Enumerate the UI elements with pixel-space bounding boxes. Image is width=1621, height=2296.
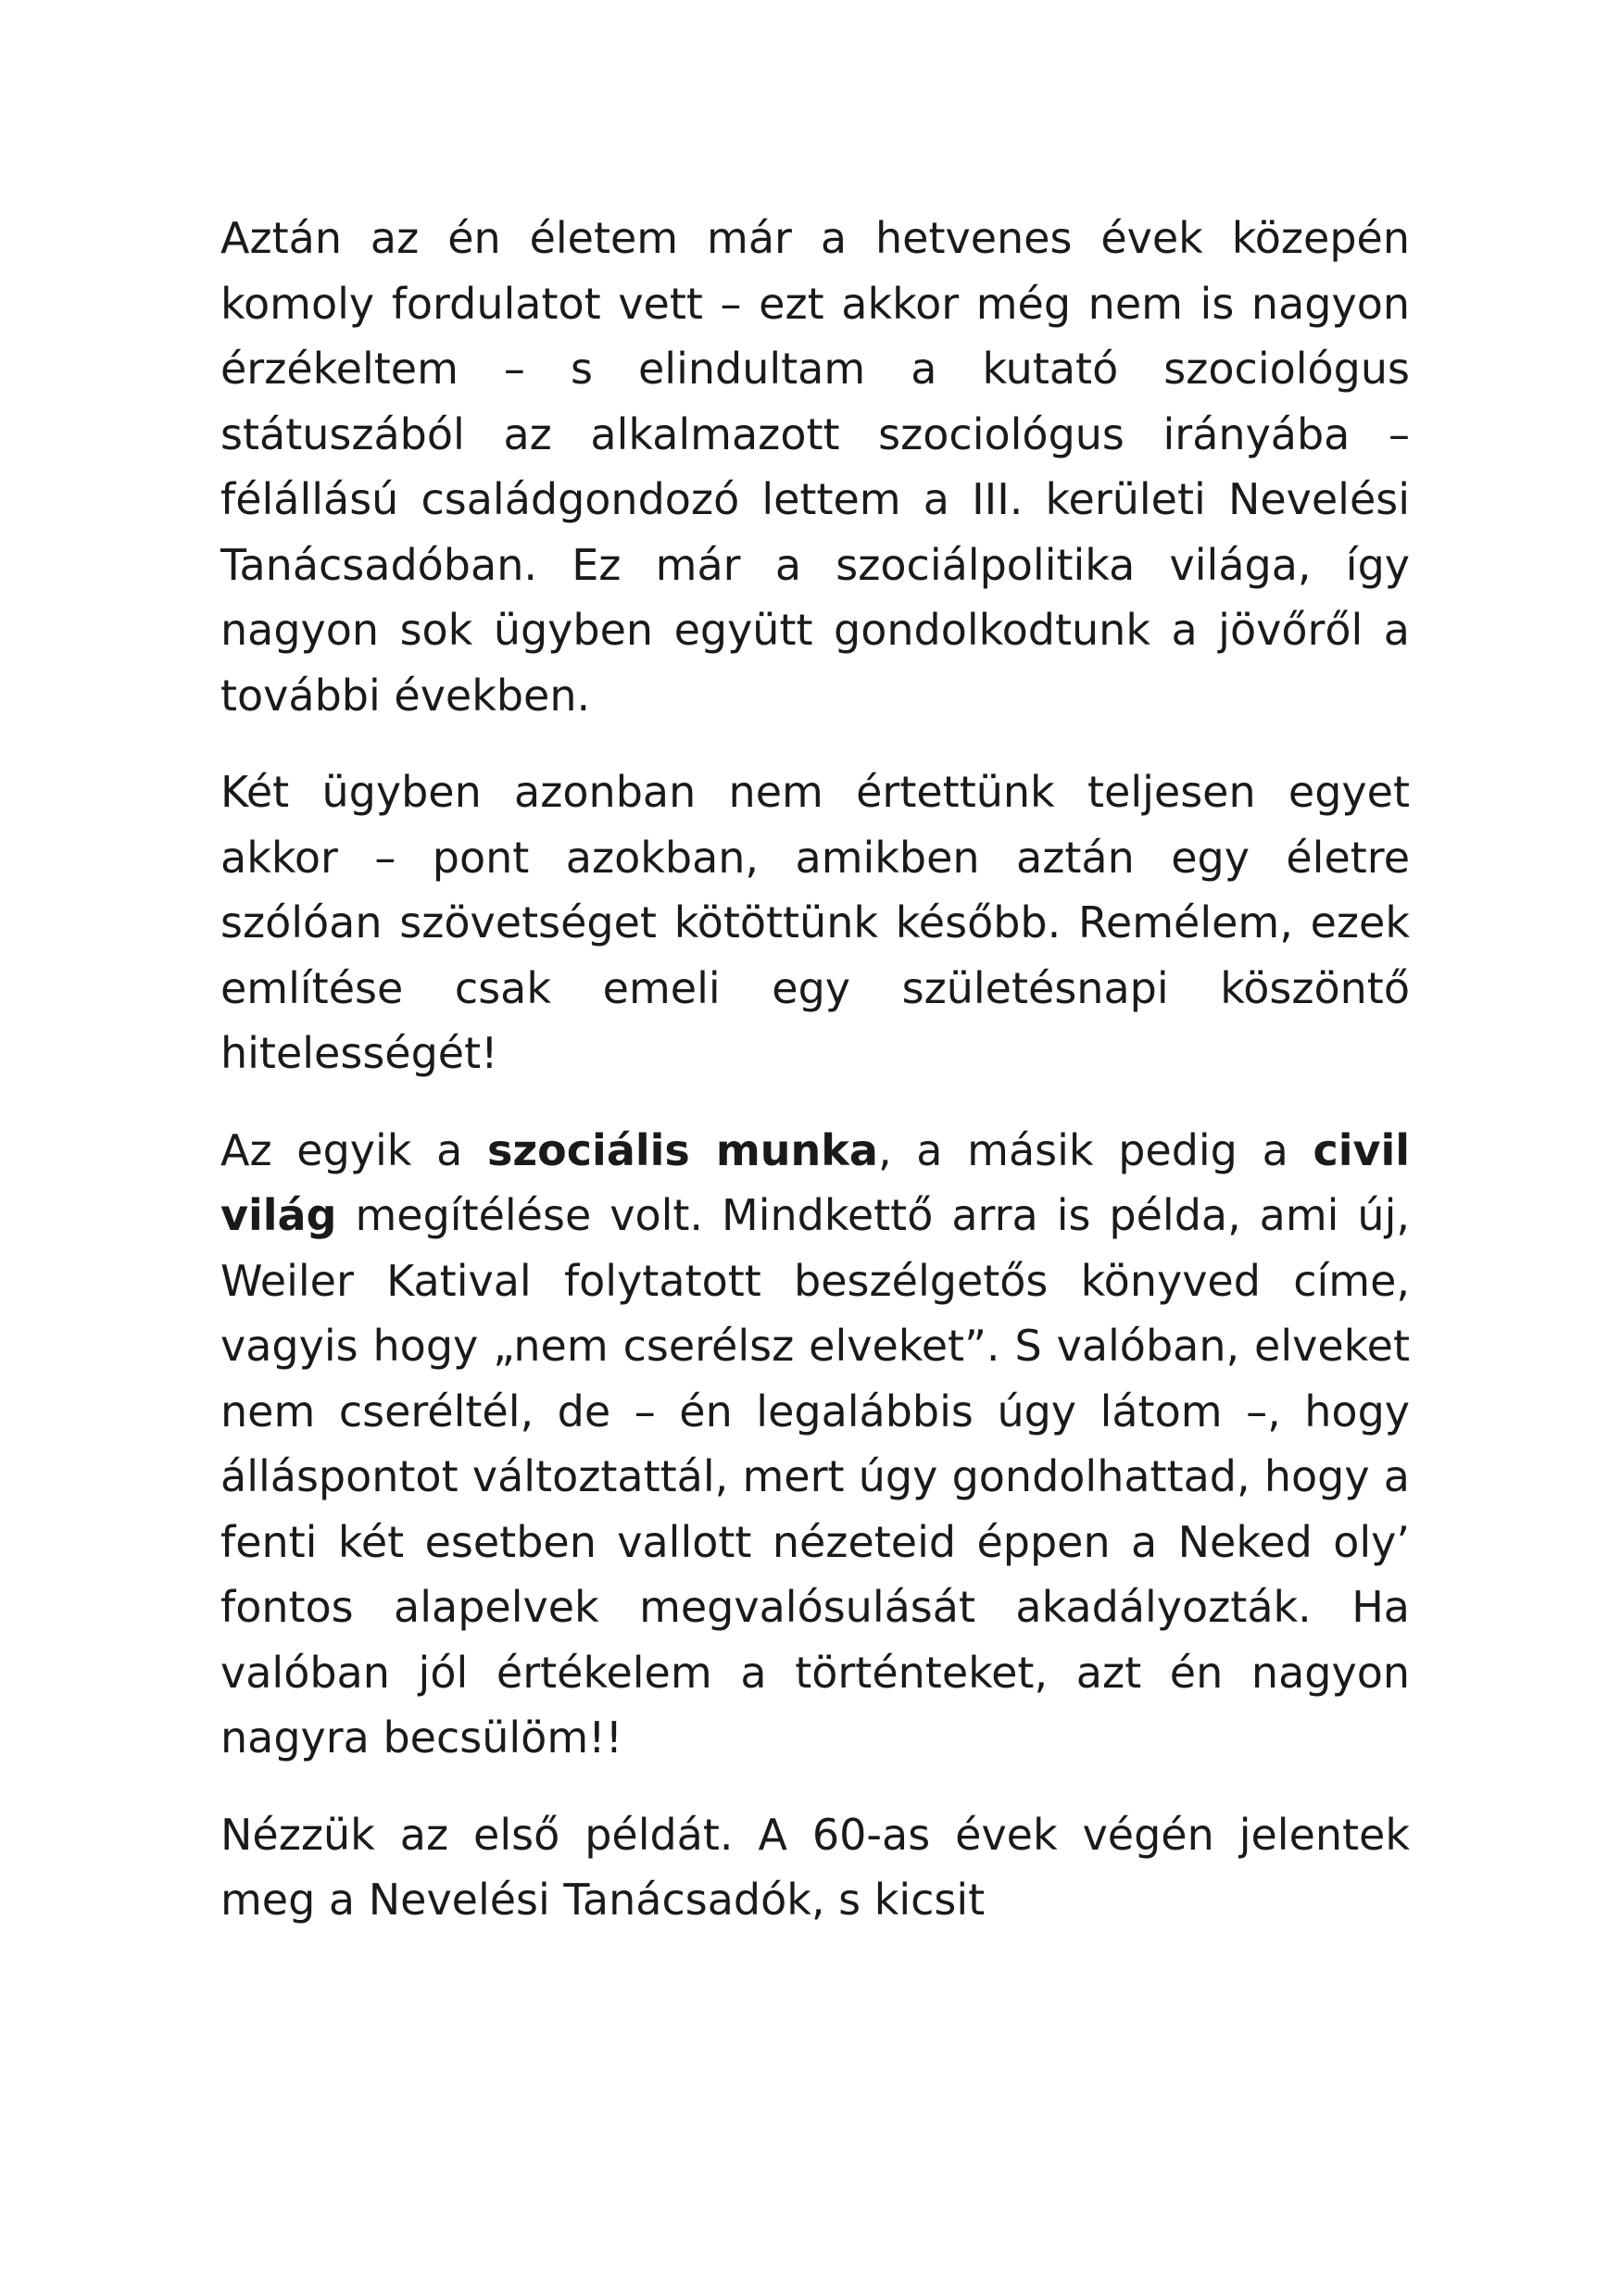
- bold-term-civil-world: civil világ: [220, 1124, 1411, 1240]
- paragraph-2-text: Két ügyben azonban nem értettünk teljesen egyet akkor – pont azokban, amikben aztán egy életre szólóan szövetséget kötöttünk később. Remélem, ezek említése csak emeli egy születésnapi köszöntő hitelességét!: [220, 767, 1410, 1078]
- paragraph-4-text: Nézzük az első példát. A 60-as évek végén jelentek meg a Nevelési Tanácsadók, s kicsit: [220, 1809, 1410, 1925]
- bold-term-social-work: szociális munka: [487, 1124, 878, 1175]
- paragraph-4: [220, 1802, 1410, 1933]
- paragraph-3-text-b: , a másik pedig a: [877, 1124, 1313, 1175]
- paragraph-3: [220, 1118, 1410, 1771]
- document-body: [220, 206, 1410, 1964]
- paragraph-3-text-c: megítélése volt. Mindkettő arra is példa, ami új, Weiler Katival folytatott beszélgetős könyved címe, vagyis hogy „nem cserélsz elveket”. S valóban, elveket nem cseréltél, de – én legalábbis úgy látom –, hogy álláspontot változtattál, mert úgy gondolhattad, hogy a fenti két esetben vallott nézeteid éppen a Neked oly’ fontos alapelvek megvalósulását akadályozták. Ha valóban jól értékelem a történteket, azt én nagyon nagyra becsülöm!!: [220, 1190, 1410, 1763]
- paragraph-3-text-a: Az egyik a: [220, 1124, 488, 1175]
- paragraph-2: [220, 759, 1410, 1086]
- paragraph-1-text: Aztán az én életem már a hetvenes évek közepén komoly fordulatot vett – ezt akkor még nem is nagyon érzékeltem – s elindultam a kutató szociológus státuszából az alkalmazott szociológus irányába – félállású családgondozó lettem a III. kerületi Nevelési Tanácsadóban. Ez már a szociálpolitika világa, így nagyon sok ügyben együtt gondolkodtunk a jövőről a további években.: [220, 213, 1410, 721]
- paragraph-1: [220, 206, 1410, 728]
